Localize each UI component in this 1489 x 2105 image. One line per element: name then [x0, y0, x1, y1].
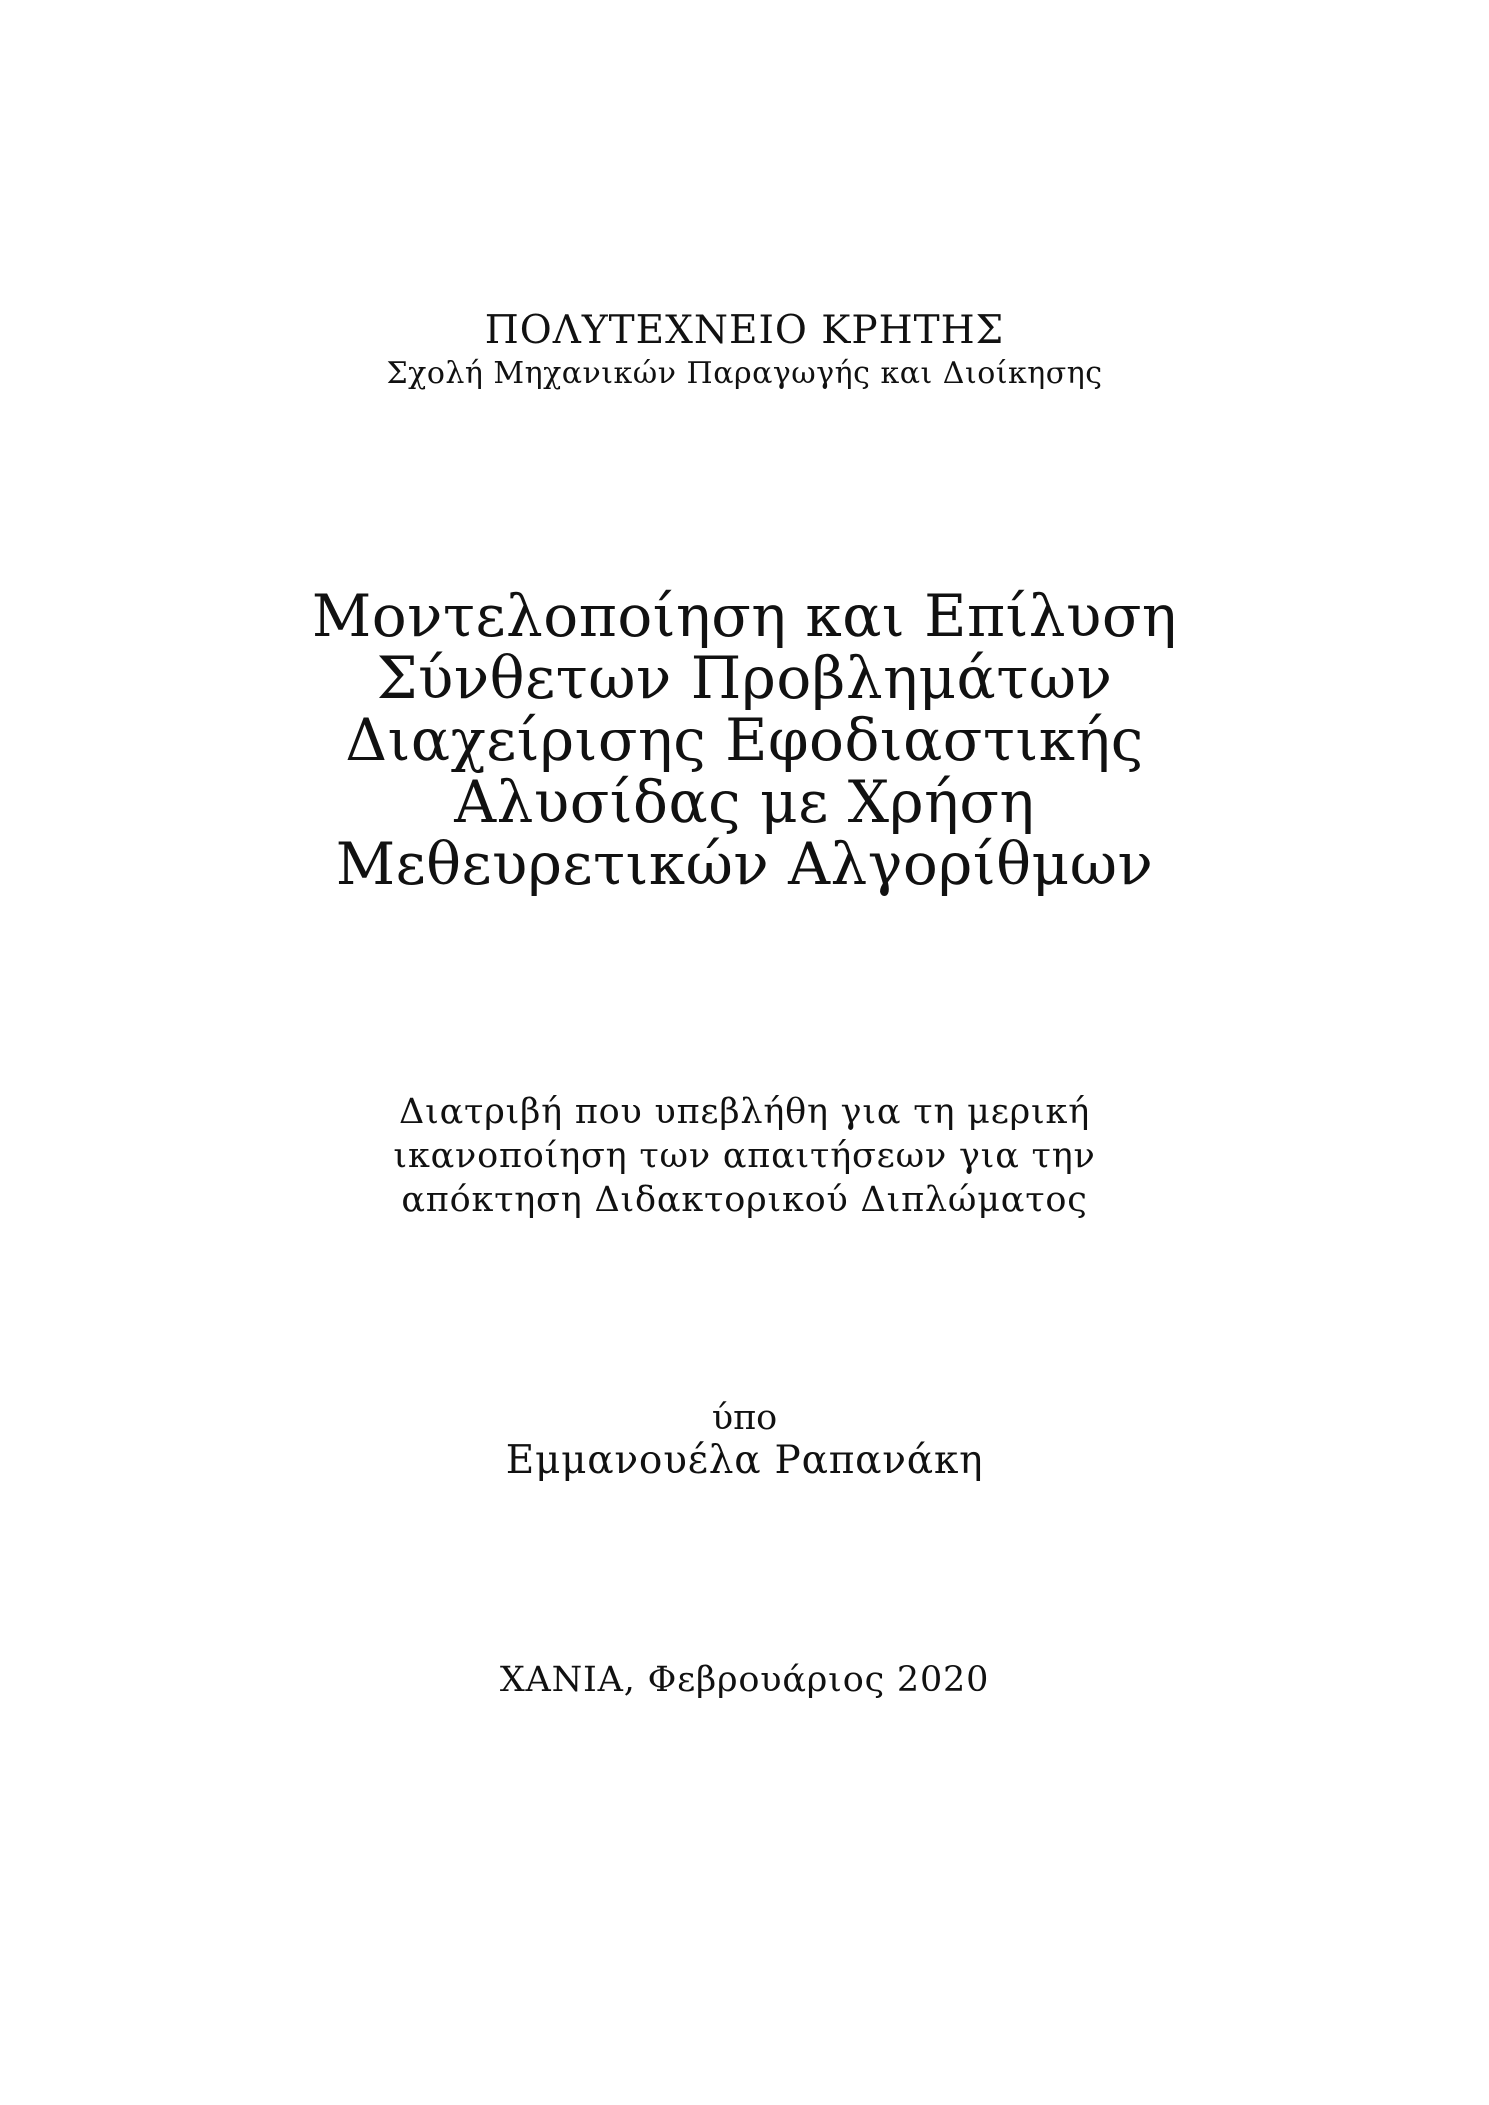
author-block	[0, 1398, 1489, 1484]
thesis-description-line: ικανοποίηση των απαιτήσεων για την	[393, 1136, 1096, 1176]
thesis-description-line: απόκτηση Διδακτορικού Διπλώματος	[401, 1180, 1088, 1220]
thesis-title	[0, 582, 1489, 898]
institution-header	[0, 308, 1489, 394]
author-name: Εμμανουέλα Ραπανάκη	[505, 1438, 984, 1483]
author-by-label: ύπο	[711, 1398, 778, 1438]
thesis-title-line: Μοντελοποίηση και Επίλυση	[311, 582, 1178, 650]
thesis-title-line: Διαχείρισης Εφοδιαστικής	[345, 706, 1144, 774]
thesis-title-line: Σύνθετων Προβλημάτων	[376, 644, 1113, 712]
thesis-title-line: Μεθευρετικών Αλγορίθμων	[335, 830, 1154, 898]
thesis-description	[0, 1090, 1489, 1222]
thesis-description-line: Διατριβή που υπεβλήθη για τη μερική	[399, 1092, 1090, 1132]
place-date: ΧΑΝΙΑ, Φεβρουάριος 2020	[499, 1660, 990, 1700]
school-name: Σχολή Μηχανικών Παραγωγής και Διοίκησης	[386, 356, 1103, 391]
place-date-block	[0, 1658, 1489, 1702]
thesis-title-line: Αλυσίδας με Χρήση	[454, 768, 1035, 836]
university-name: ΠΟΛΥΤΕΧΝΕΙΟ ΚΡΗΤΗΣ	[484, 308, 1005, 353]
